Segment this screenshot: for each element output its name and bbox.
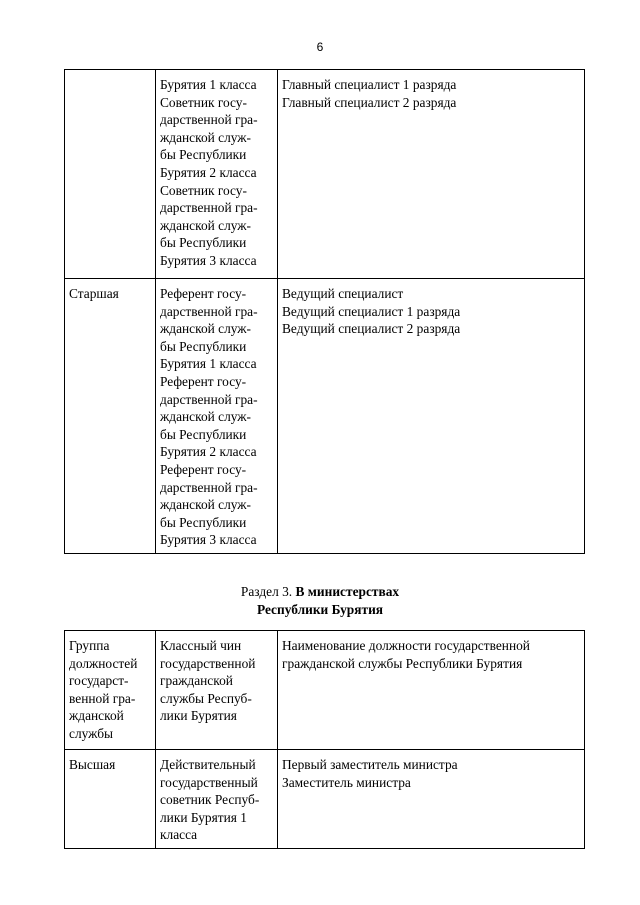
rank-line: Бурятия 3 класса <box>160 252 257 268</box>
section-title: В министерствах <box>295 584 400 599</box>
group-cell <box>65 750 156 849</box>
rank-line: жданской служ- <box>160 409 252 425</box>
rank-line: жданской служ- <box>160 129 252 145</box>
header-line: должностей <box>69 655 138 671</box>
header-line: службы Респуб- <box>160 690 252 706</box>
position-line: Главный специалист 1 разряда <box>282 77 457 92</box>
header-rank-cell <box>156 631 278 750</box>
group-label: Высшая <box>69 757 116 772</box>
rank-line: Референт госу- <box>160 461 247 477</box>
header-line: Группа <box>69 638 110 653</box>
rank-line: Бурятия 1 класса <box>160 356 257 372</box>
position-line: Главный специалист 2 разряда <box>282 94 457 110</box>
rank-line: бы Республики <box>160 338 247 354</box>
ranks-table-continued <box>64 69 585 554</box>
rank-line: советник Респуб- <box>160 792 260 808</box>
position-cell <box>278 750 585 849</box>
rank-line: жданской служ- <box>160 497 252 513</box>
rank-line: бы Республики <box>160 235 247 251</box>
section-title-line2: Республики Бурятия <box>256 601 384 617</box>
rank-line: дарственной гра- <box>160 200 258 216</box>
position-cell <box>278 279 585 554</box>
section-prefix: Раздел 3. <box>240 584 293 599</box>
table-header-row <box>65 631 585 750</box>
rank-cell <box>156 70 278 279</box>
rank-line: Бурятия 1 класса <box>160 77 257 92</box>
group-cell <box>65 279 156 554</box>
rank-cell <box>156 750 278 849</box>
position-line: Ведущий специалист <box>282 286 404 301</box>
rank-line: бы Республики <box>160 514 247 530</box>
rank-line: Советник госу- <box>160 182 247 198</box>
section-heading <box>0 583 640 618</box>
group-label: Старшая <box>69 286 119 301</box>
header-line: государственной <box>160 655 256 671</box>
header-line: службы <box>69 725 114 741</box>
header-line: гражданской службы Республики Бурятия <box>282 655 523 671</box>
table-row <box>65 70 585 279</box>
table-row <box>65 750 585 849</box>
rank-line: класса <box>160 827 198 843</box>
header-line: жданской <box>69 708 124 724</box>
header-line: государст- <box>69 673 129 689</box>
header-line: Наименование должности государственной <box>282 638 530 653</box>
position-line: Заместитель министра <box>282 774 411 790</box>
rank-line: лики Бурятия 1 <box>160 809 247 825</box>
rank-line: жданской служ- <box>160 217 252 233</box>
header-group-cell <box>65 631 156 750</box>
table-row <box>65 279 585 554</box>
header-position-cell <box>278 631 585 750</box>
rank-line: дарственной гра- <box>160 391 258 407</box>
rank-cell <box>156 279 278 554</box>
page-number: 6 <box>316 40 324 54</box>
position-line: Ведущий специалист 1 разряда <box>282 303 461 319</box>
rank-line: дарственной гра- <box>160 112 258 128</box>
rank-line: бы Республики <box>160 426 247 442</box>
rank-line: Бурятия 2 класса <box>160 444 257 460</box>
rank-line: Референт госу- <box>160 286 247 301</box>
rank-line: Советник госу- <box>160 94 247 110</box>
rank-line: жданской служ- <box>160 321 252 337</box>
header-line: венной гра- <box>69 690 136 706</box>
rank-line: Бурятия 2 класса <box>160 164 257 180</box>
position-line: Первый заместитель министра <box>282 757 458 772</box>
rank-line: бы Республики <box>160 147 247 163</box>
rank-line: государственный <box>160 774 258 790</box>
rank-line: дарственной гра- <box>160 479 258 495</box>
header-line: лики Бурятия <box>160 708 237 724</box>
rank-line: Референт госу- <box>160 373 247 389</box>
position-cell <box>278 70 585 279</box>
rank-line: Бурятия 3 класса <box>160 532 257 548</box>
group-cell <box>65 70 156 279</box>
position-line: Ведущий специалист 2 разряда <box>282 321 461 337</box>
rank-line: Действительный <box>160 757 256 772</box>
header-line: гражданской <box>160 673 233 689</box>
rank-line: дарственной гра- <box>160 303 258 319</box>
ministries-ranks-table <box>64 630 585 849</box>
header-line: Классный чин <box>160 638 242 653</box>
